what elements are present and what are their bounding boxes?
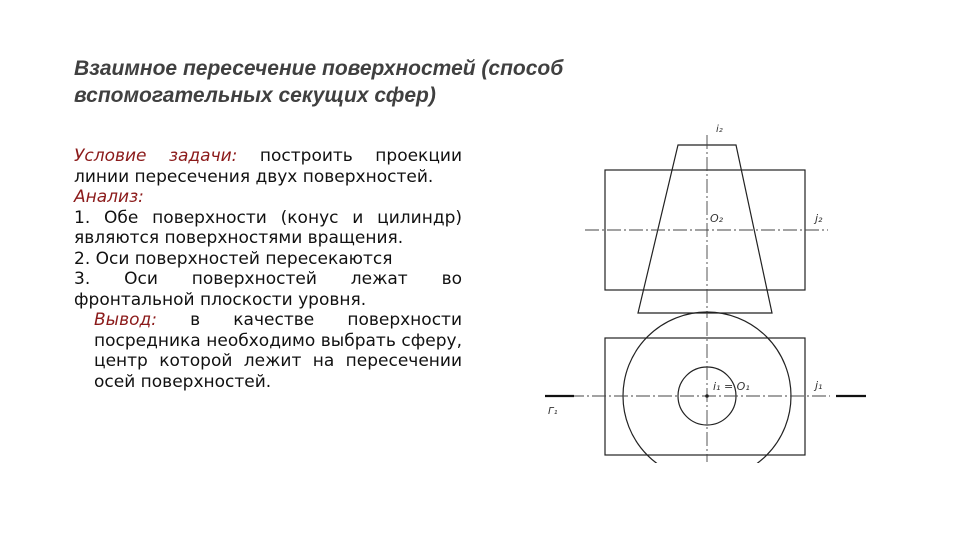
label-j1: j₁: [815, 379, 823, 392]
cylinder-top-projection: [605, 338, 805, 455]
page-title: Взаимное пересечение поверхностей (способ вспомогательных секущих сфер): [74, 57, 564, 107]
conclusion-paragraph: [74, 310, 462, 392]
condition-label: Условие задачи:: [74, 146, 238, 166]
analysis-item-3: 3. Оси поверхностей лежат во фронтальной плоскости уровня.: [74, 269, 462, 310]
condition-paragraph: [74, 146, 462, 187]
conclusion-text: в качестве поверхности посредника необходимо выбрать сферу, центр которой лежит на пересечении осей поверхностей.: [94, 310, 463, 392]
analysis-item-2: 2. Оси поверхностей пересекаются: [74, 248, 393, 269]
analysis-item-1: 1. Обе поверхности (конус и цилиндр) являются поверхностями вращения.: [74, 207, 462, 248]
analysis-label: Анализ:: [74, 187, 144, 207]
label-o2: O₂: [710, 212, 724, 225]
label-gamma1: Γ₁: [548, 406, 558, 417]
label-j2: j₂: [815, 212, 823, 225]
label-i2: i₂: [716, 124, 723, 135]
projection-drawing: [540, 118, 880, 463]
condition-text: построить проекции линии пересечения двух поверхностей.: [74, 146, 462, 187]
center-point-o1: [705, 394, 709, 398]
conclusion-label: Вывод:: [94, 310, 157, 330]
problem-text: [74, 146, 462, 392]
label-i1-o1: i₁ = O₁: [713, 380, 750, 393]
